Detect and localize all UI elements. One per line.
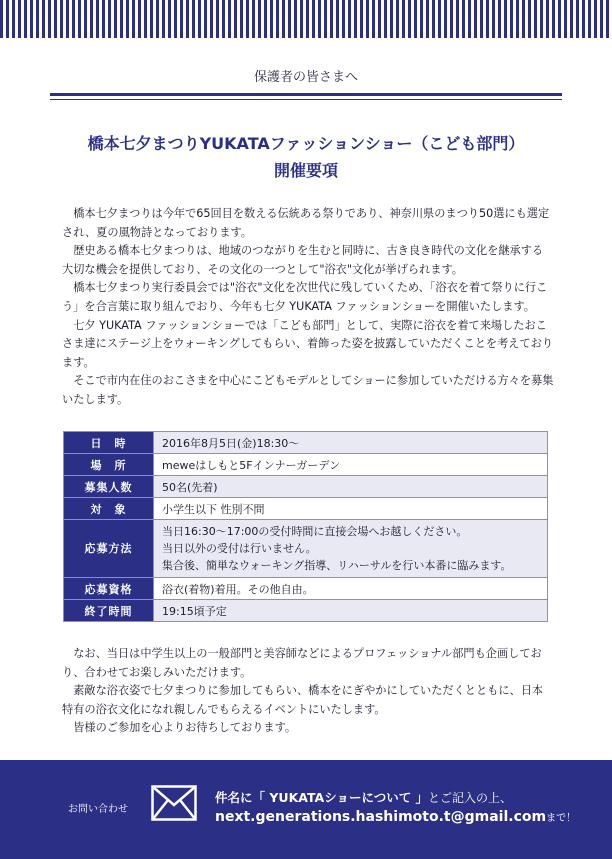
- row-value-requirements: 浴衣(着物)着用。その他自由。: [154, 578, 548, 600]
- application-line: 当日16:30～17:00の受付時間に直接会場へお越しください。: [162, 525, 468, 538]
- closing-paragraph: 素敵な浴衣姿で七夕まつりに参加してもらい、橋本をにぎやかにしていただくとともに、日本特有の浴衣文化になれ親しんでもらえるイベントにいたします。: [62, 684, 544, 716]
- table-row: [64, 600, 548, 622]
- row-label-target: 対 象: [64, 498, 154, 520]
- intro-paragraph: 橋本七夕まつり実行委員会では"浴衣"文化を次世代に残していくため、「浴衣を着て祭りに行こう」を合言葉に取り組んでおり、今年も七夕 YUKATA ファッションショーを開催いたします。: [62, 281, 548, 313]
- email-suffix: まで！: [546, 813, 577, 824]
- header-stripes: [0, 0, 612, 38]
- subject-suffix: とご記入の上、: [428, 791, 513, 805]
- table-row: [64, 498, 548, 520]
- row-value-target: 小学生以下 性別不問: [154, 498, 548, 520]
- row-label-date: 日 時: [64, 432, 154, 454]
- contact-email[interactable]: next.generations.hashimoto.t@gmail.com: [215, 809, 547, 825]
- closing-paragraph: 皆様のご参加を心よりお待ちしております。: [73, 721, 297, 735]
- intro-paragraph: そこで市内在住のおこさまを中心にこどもモデルとしてショーに参加していただける方々を募集いたします。: [62, 374, 554, 406]
- row-label-place: 場 所: [64, 454, 154, 476]
- row-label-end-time: 終了時間: [64, 600, 154, 622]
- table-row: [64, 476, 548, 498]
- row-label-capacity: 募集人数: [64, 476, 154, 498]
- table-row: [64, 520, 548, 578]
- intro-paragraph: 歴史ある橋本七夕まつりは、地域のつながりを生むと同時に、古き良き時代の文化を継承する大切な機会を提供しており、その文化の一つとして"浴衣"文化が挙げられます。: [62, 244, 544, 276]
- row-label-application: 応募方法: [64, 520, 154, 578]
- contact-label: お問い合わせ: [68, 804, 128, 815]
- intro-text: [62, 205, 554, 410]
- row-value-capacity: 50名(先着): [154, 476, 548, 498]
- row-label-requirements: 応募資格: [64, 578, 154, 600]
- intro-paragraph: 橋本七夕まつりは今年で65回目を数える伝統ある祭りであり、神奈川県のまつり50選にも選定され、夏の風物詩となっております。: [62, 207, 550, 239]
- table-row: [64, 578, 548, 600]
- row-value-end-time: 19:15頃予定: [154, 600, 548, 622]
- event-details-table: [63, 431, 548, 622]
- table-row: [64, 432, 548, 454]
- subject-text: 「 YUKATAショーについて 」: [252, 790, 429, 805]
- greeting-heading: 保護者の皆さまへ: [253, 70, 358, 85]
- document-subtitle: 開催要項: [273, 161, 338, 180]
- contact-subject-line: [215, 788, 512, 806]
- application-line: 集合後、簡単なウォーキング指導、リハーサルを行い本番に臨みます。: [162, 559, 512, 572]
- closing-paragraph: なお、当日は中学生以上の一般部門と美容師などによるプロフェッショナル部門も企画しており、合わせてお楽しみいただけます。: [62, 647, 542, 679]
- envelope-icon: [151, 785, 197, 821]
- divider-thick: [50, 93, 562, 96]
- row-value-date: 2016年8月5日(金)18:30～: [154, 432, 548, 454]
- divider-thin: [50, 99, 562, 100]
- contact-email-line: [215, 809, 576, 825]
- table-row: [64, 454, 548, 476]
- closing-text: [62, 645, 554, 738]
- intro-paragraph: 七夕 YUKATA ファッションショーでは「こども部門」として、実際に浴衣を着て来場したおこさま達にステージ上をウォーキングしてもらい、着飾った姿を披露していただくことを考えております。: [62, 318, 554, 369]
- row-value-place: meweはしもと5Fインナーガーデン: [154, 454, 548, 476]
- row-value-application: [154, 520, 548, 578]
- document-title: 橋本七夕まつりYUKATAファッションショー（こども部門）: [87, 134, 525, 153]
- subject-prefix: 件名に: [215, 790, 253, 805]
- application-line: 当日以外の受付は行いません。: [162, 542, 317, 555]
